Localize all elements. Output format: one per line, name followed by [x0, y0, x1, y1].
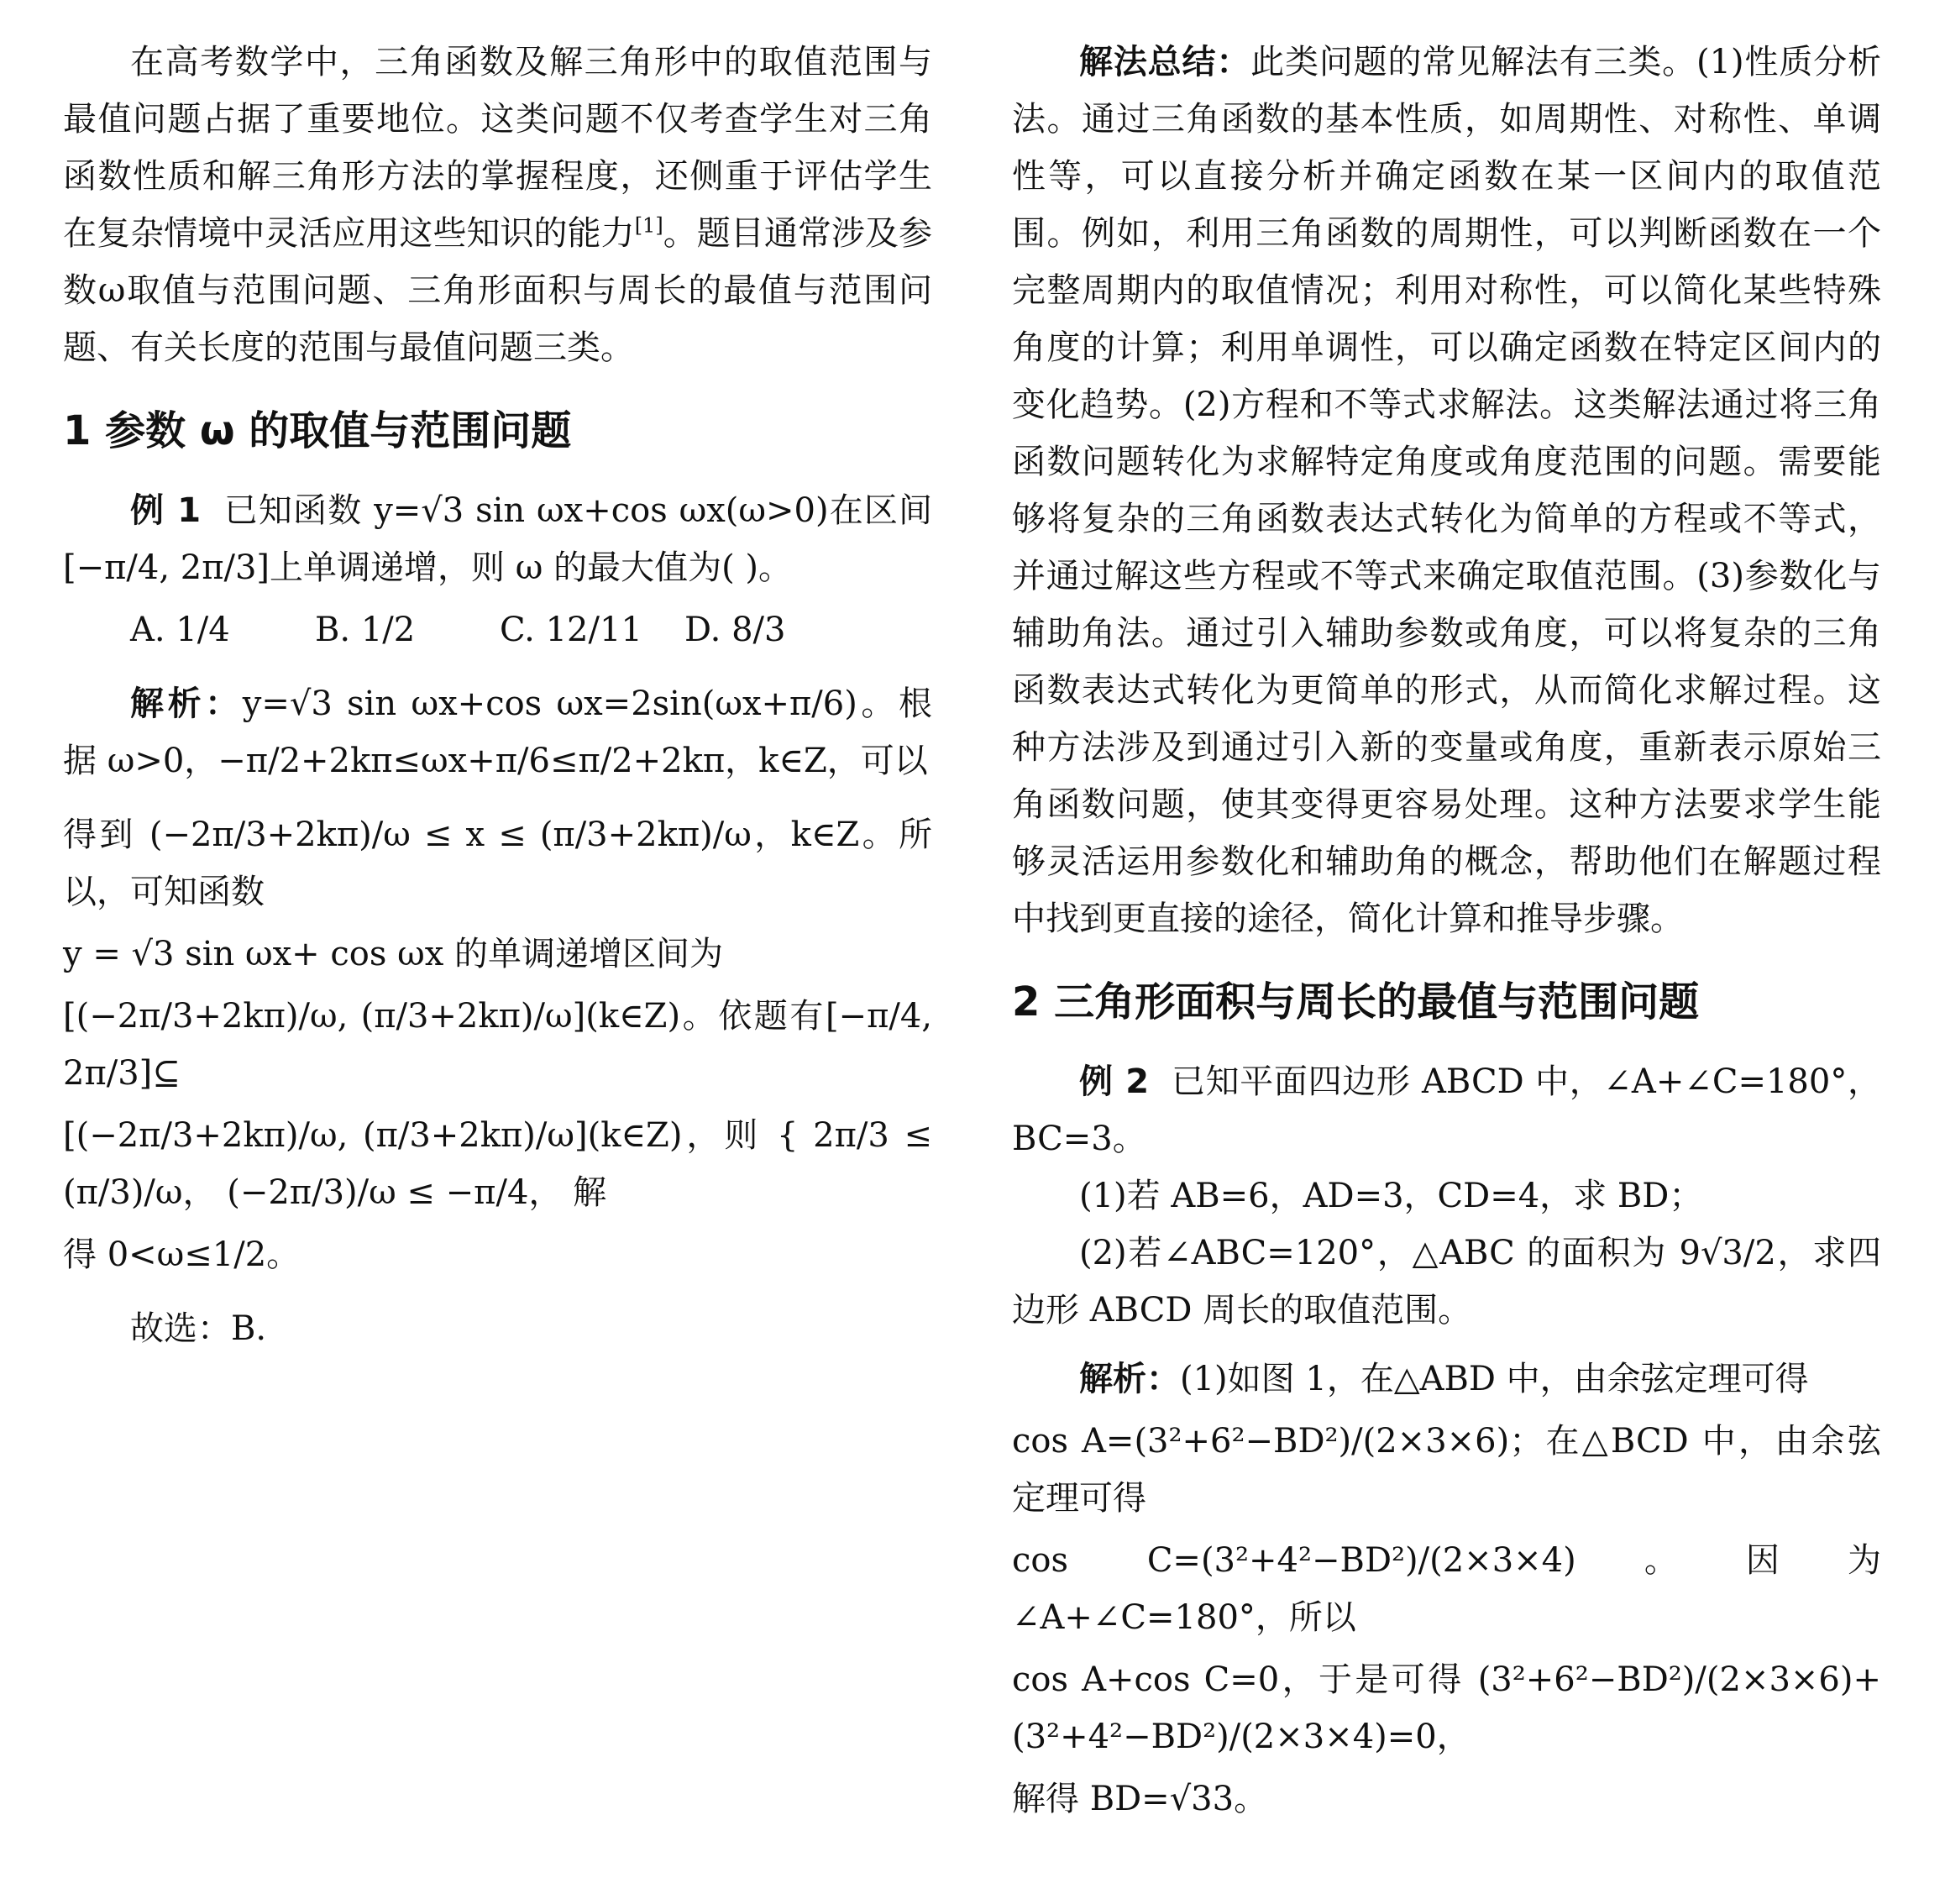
example-2: 例 2 已知平面四边形 ABCD 中，∠A+∠C=180°，BC=3。 — [1012, 1062, 1881, 1158]
solution-label: 解析： — [130, 684, 243, 723]
intro-paragraph: 在高考数学中，三角函数及解三角形中的取值范围与最值问题占据了重要地位。这类问题不仅考查学生对三角函数性质和解三角形方法的掌握程度，还侧重于评估学生在复杂情境中灵活应用这些知识的能力[1]。题目通常涉及参数ω取值与范围问题、三角形面积与周长的最值与范围问题、有关长度的范围与最值问题三类。 — [63, 43, 933, 367]
example-1: 例 1 已知函数 y=√3 sin ωx+cos ωx(ω>0)在区间[−π/4, 2π/3]上单调递增，则 ω 的最大值为( )。 — [63, 491, 932, 587]
example-label: 例 2 — [1079, 1062, 1150, 1101]
answer-options — [63, 601, 932, 658]
solution-label: 解析： — [1079, 1360, 1180, 1398]
solution-1: 解析：y=√3 sin ωx+cos ωx=2sin(ωx+π/6)。根据 ω>0，−π/2+2kπ≤ωx+π/6≤π/2+2kπ，k∈Z，可以 — [63, 684, 933, 780]
left-column — [63, 34, 932, 1357]
solution-line: [(−2π/3+2kπ)/ω, (π/3+2kπ)/ω](k∈Z)，则 { 2π/3 ≤ (π/3)/ω， (−2π/3)/ω ≤ −π/4， 解 — [63, 1116, 932, 1212]
solution-2: 解析：(1)如图 1，在△ABD 中，由余弦定理可得 — [1079, 1360, 1809, 1398]
section-heading-2: 2 三角形面积与周长的最值与范围问题 — [1012, 978, 1700, 1025]
summary-paragraph: 解法总结：此类问题的常见解法有三类。(1)性质分析法。通过三角函数的基本性质，如周期性、对称性、单调性等，可以直接分析并确定函数在某一区间内的取值范围。例如，利用三角函数的周期性，可以判断函数在一个完整周期内的取值情况；利用对称性，可以简化某些特殊角度的计算；利用单调性，可以确定函数在特定区间内的变化趋势。(2)方程和不等式求解法。这类解法通过将三角函数问题转化为求解特定角度或角度范围的问题。需要能够将复杂的三角函数表达式转化为简单的方程或不等式，并通过解这些方程或不等式来确定取值范围。(3)参数化与辅助角法。通过引入辅助参数或角度，可以将复杂的三角函数表达式转化为更简单的形式，从而简化求解过程。这种方法涉及到通过引入新的变量或角度，重新表示原始三角函数问题，使其变得更容易处理。这种方法要求学生能够灵活运用参数化和辅助角的概念，帮助他们在解题过程中找到更直接的途径，简化计算和推导步骤。 — [1012, 43, 1881, 938]
solution-line: 得 0<ω≤1/2。 — [63, 1235, 301, 1274]
summary-label: 解法总结： — [1079, 43, 1251, 81]
citation-ref[interactable]: [1] — [634, 213, 663, 238]
section-heading-1: 1 参数 ω 的取值与范围问题 — [63, 407, 572, 454]
solution-line: cos A=(3²+6²−BD²)/(2×3×6)；在△BCD 中，由余弦定理可得 — [1012, 1422, 1881, 1518]
option-c: C. 12/11 — [500, 611, 642, 649]
option-b: B. 1/2 — [315, 611, 416, 649]
example-2-question-1: (1)若 AB=6，AD=3，CD=4，求 BD； — [1079, 1177, 1703, 1215]
solution-line: 解得 BD=√33。 — [1012, 1780, 1268, 1818]
solution-line: 得到 (−2π/3+2kπ)/ω ≤ x ≤ (π/3+2kπ)/ω，k∈Z。所以，可知函数 — [63, 816, 932, 911]
example-label: 例 1 — [130, 491, 202, 530]
option-d: D. 8/3 — [684, 611, 786, 649]
solution-line: cos C=(3²+4²−BD²)/(2×3×4)。因为∠A+∠C=180°，所以 — [1012, 1541, 1881, 1637]
solution-line: [(−2π/3+2kπ)/ω, (π/3+2kπ)/ω](k∈Z)。依题有[−π/4, 2π/3]⊆ — [63, 997, 932, 1093]
example-2-question-2: (2)若∠ABC=120°，△ABC 的面积为 9√3/2，求四边形 ABCD 周长的取值范围。 — [1012, 1234, 1881, 1330]
solution-line: cos A+cos C=0，于是可得 (3²+6²−BD²)/(2×3×6)+(3²+4²−BD²)/(2×3×4)=0， — [1012, 1660, 1881, 1756]
final-answer: 故选：B. — [130, 1309, 267, 1348]
right-column — [1012, 34, 1881, 1833]
option-a: A. 1/4 — [130, 611, 230, 649]
solution-line: y = √3 sin ωx+ cos ωx 的单调递增区间为 — [63, 935, 724, 973]
